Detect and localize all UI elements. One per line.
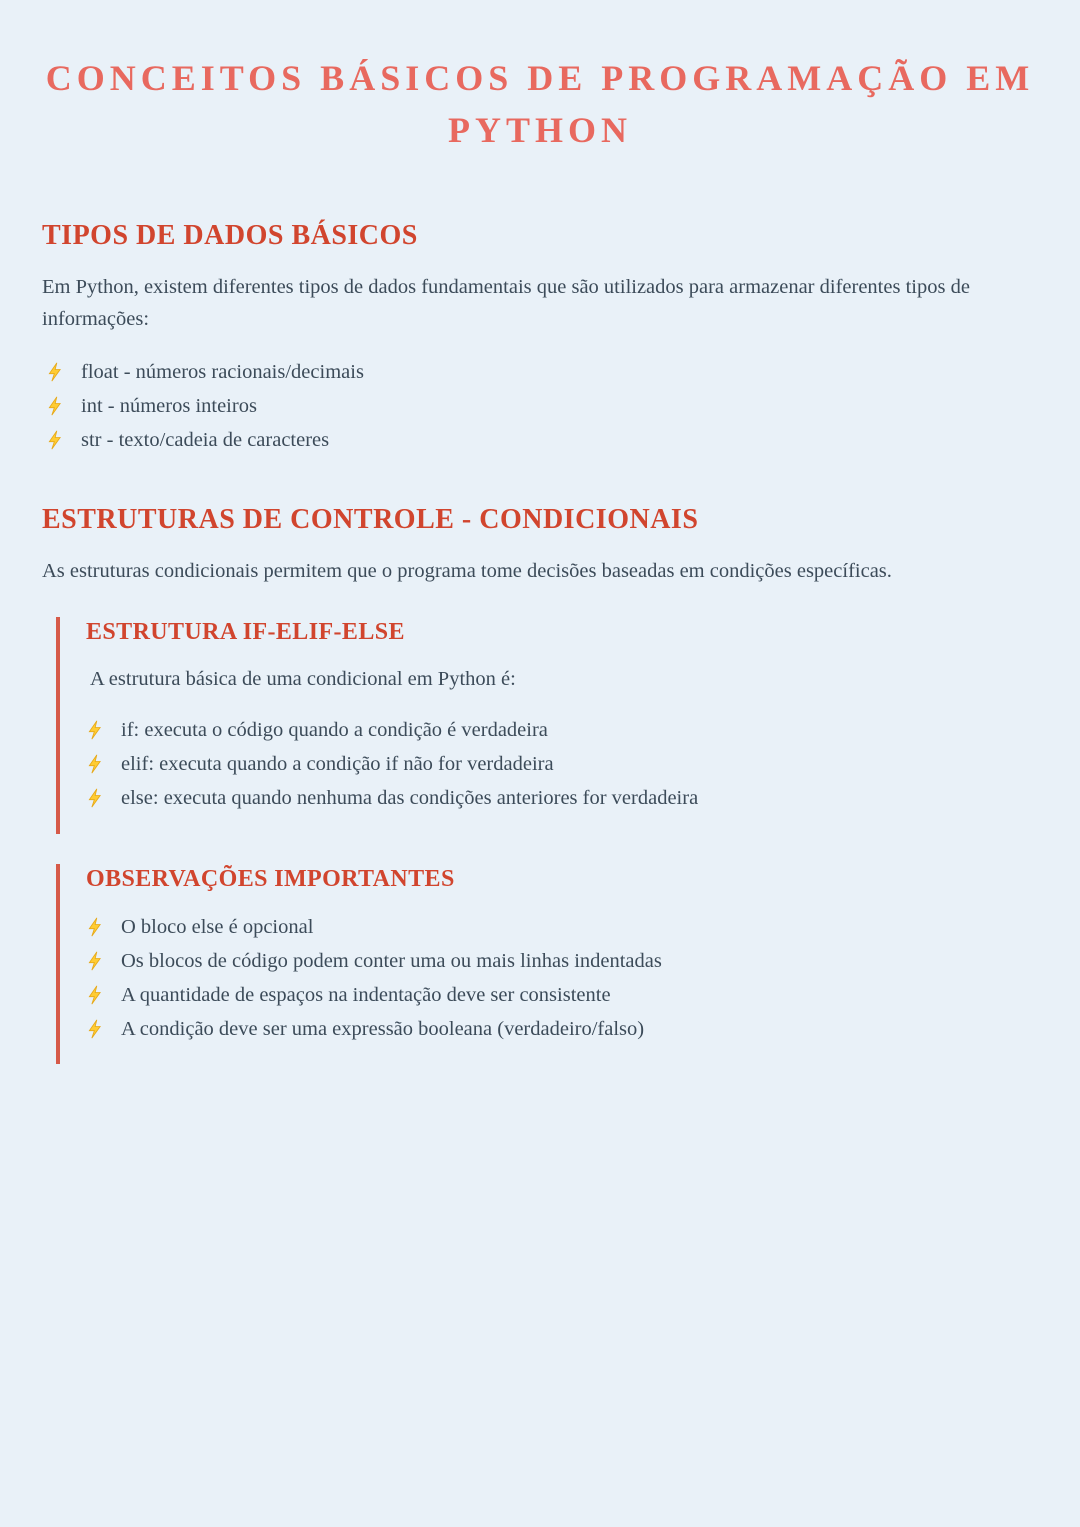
lightning-icon — [86, 753, 106, 775]
section-intro-tipos-de-dados: Em Python, existem diferentes tipos de dados fundamentais que são utilizados para armazenar diferentes tipos de informações: — [42, 276, 970, 331]
list-item — [86, 979, 1038, 1012]
lightning-icon — [46, 395, 66, 417]
list-item-text: O bloco else é opcional — [121, 915, 314, 938]
subsection-observacoes-importantes — [56, 864, 1038, 1065]
list-item — [86, 748, 1038, 781]
list-item-text: A quantidade de espaços na indentação deve ser consistente — [121, 984, 611, 1007]
list-item-text: elif: executa quando a condição if não for verdadeira — [121, 753, 554, 776]
list-item — [86, 945, 1038, 978]
section-heading-estruturas-de-controle: ESTRUTURAS DE CONTROLE - CONDICIONAIS — [42, 503, 699, 535]
lightning-icon — [86, 787, 106, 809]
section-intro-estruturas-de-controle: As estruturas condicionais permitem que o programa tome decisões baseadas em condições específicas. — [42, 559, 892, 582]
section-heading-tipos-de-dados: TIPOS DE DADOS BÁSICOS — [42, 220, 418, 252]
list-item-text: Os blocos de código podem conter uma ou mais linhas indentadas — [121, 949, 662, 972]
list-item — [86, 714, 1038, 747]
lightning-icon — [86, 1018, 106, 1040]
lightning-icon — [86, 950, 106, 972]
lightning-icon — [46, 361, 66, 383]
list-item-text: float - números racionais/decimais — [81, 360, 364, 383]
list-item — [42, 390, 1038, 423]
list-item — [86, 1013, 1038, 1046]
list-item — [42, 356, 1038, 389]
list-item-text: A condição deve ser uma expressão booleana (verdadeiro/falso) — [121, 1018, 645, 1041]
subsection-heading-if-elif-else: ESTRUTURA IF-ELIF-ELSE — [86, 619, 405, 646]
list-item — [42, 424, 1038, 457]
list-item — [86, 782, 1038, 815]
list-item-text: else: executa quando nenhuma das condições anteriores for verdadeira — [121, 787, 699, 810]
page-title: CONCEITOS BÁSICOS DE PROGRAMAÇÃO EM PYTHON — [45, 58, 1035, 151]
observacoes-list — [86, 911, 1038, 1047]
data-types-list — [42, 356, 1038, 458]
subsection-heading-observacoes: OBSERVAÇÕES IMPORTANTES — [86, 865, 455, 892]
list-item-text: if: executa o código quando a condição é verdadeira — [121, 719, 548, 742]
lightning-icon — [86, 719, 106, 741]
subsection-if-elif-else — [56, 617, 1038, 833]
list-item-text: str - texto/cadeia de caracteres — [81, 429, 330, 452]
lightning-icon — [46, 429, 66, 451]
list-item-text: int - números inteiros — [81, 395, 257, 418]
subsection-intro-if-elif-else: A estrutura básica de uma condicional em Python é: — [90, 668, 516, 691]
if-elif-else-list — [86, 714, 1038, 816]
lightning-icon — [86, 916, 106, 938]
list-item — [86, 911, 1038, 944]
lightning-icon — [86, 984, 106, 1006]
